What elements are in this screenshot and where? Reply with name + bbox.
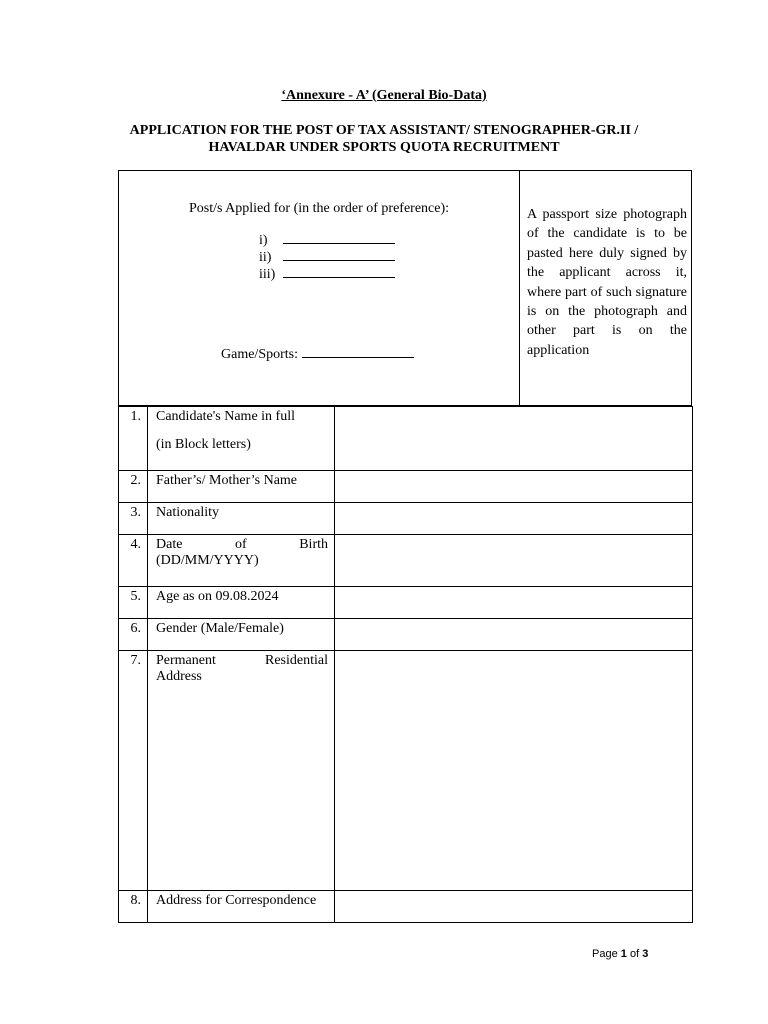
preference-3-blank[interactable] — [283, 265, 395, 278]
game-sports-field — [221, 345, 414, 363]
row-label-line: Permanent Residential — [156, 653, 328, 668]
footer-total-pages: 3 — [642, 948, 649, 960]
application-title-line-2: HAVALDAR UNDER SPORTS QUOTA RECRUITMENT — [208, 140, 560, 155]
row-label-line: Date of Birth — [156, 537, 328, 552]
preference-1-number: i) — [259, 233, 268, 248]
table-row — [119, 535, 693, 587]
preference-2-blank[interactable] — [283, 248, 395, 261]
table-row — [119, 503, 693, 535]
row-number: 8. — [119, 891, 148, 923]
nationality-field[interactable] — [335, 503, 693, 535]
post-applied-section — [119, 171, 520, 405]
row-label-subline: Address — [156, 669, 202, 684]
permanent-address-field[interactable] — [335, 651, 693, 891]
preference-1 — [259, 231, 395, 249]
preference-1-blank[interactable] — [283, 231, 395, 244]
row-number: 5. — [119, 587, 148, 619]
footer-of-word: of — [629, 948, 640, 960]
application-title-line-1: APPLICATION FOR THE POST OF TAX ASSISTANT/ STENOGRAPHER-GR.II / — [129, 123, 639, 138]
row-label: Age as on 09.08.2024 — [148, 587, 335, 619]
correspondence-address-field[interactable] — [335, 891, 693, 923]
row-label-line: Candidate's Name in full — [156, 409, 295, 424]
preference-3 — [259, 265, 395, 283]
row-label: Address for Correspondence — [148, 891, 335, 923]
preference-2-number: ii) — [259, 250, 272, 265]
table-row — [119, 619, 693, 651]
row-label-subline: (in Block letters) — [156, 437, 251, 452]
parent-name-field[interactable] — [335, 471, 693, 503]
dob-field[interactable] — [335, 535, 693, 587]
post-applied-heading: Post/s Applied for (in the order of preference): — [188, 201, 450, 216]
candidate-name-field[interactable] — [335, 407, 693, 471]
row-number: 7. — [119, 651, 148, 891]
photo-instruction: A passport size photograph of the candidate is to be pasted here duly signed by the applicant across it, where part of such signature is on the photograph and other part is on the application — [527, 207, 687, 358]
row-number: 1. — [119, 407, 148, 471]
game-sports-blank[interactable] — [302, 345, 414, 358]
table-row — [119, 587, 693, 619]
row-number: 3. — [119, 503, 148, 535]
row-label: Father’s/ Mother’s Name — [148, 471, 335, 503]
table-row — [119, 407, 693, 471]
row-label — [148, 407, 335, 471]
game-sports-label: Game/Sports: — [221, 347, 298, 362]
table-row — [119, 471, 693, 503]
table-row — [119, 651, 693, 891]
row-label — [148, 651, 335, 891]
page-footer — [592, 948, 648, 960]
age-field[interactable] — [335, 587, 693, 619]
footer-current-page: 1 — [620, 948, 627, 960]
footer-page-word: Page — [592, 948, 618, 960]
gender-field[interactable] — [335, 619, 693, 651]
row-label — [148, 535, 335, 587]
annexure-title: ‘Annexure - A’ (General Bio-Data) — [281, 88, 487, 103]
table-row — [119, 891, 693, 923]
application-title — [100, 122, 668, 156]
row-label-subline: (DD/MM/YYYY) — [156, 553, 259, 568]
row-label: Gender (Male/Female) — [148, 619, 335, 651]
row-number: 2. — [119, 471, 148, 503]
row-number: 6. — [119, 619, 148, 651]
row-label: Nationality — [148, 503, 335, 535]
row-number: 4. — [119, 535, 148, 587]
preference-3-number: iii) — [259, 267, 276, 282]
post-and-photo-box — [118, 170, 692, 406]
bio-data-table — [118, 406, 693, 923]
preference-2 — [259, 248, 395, 266]
